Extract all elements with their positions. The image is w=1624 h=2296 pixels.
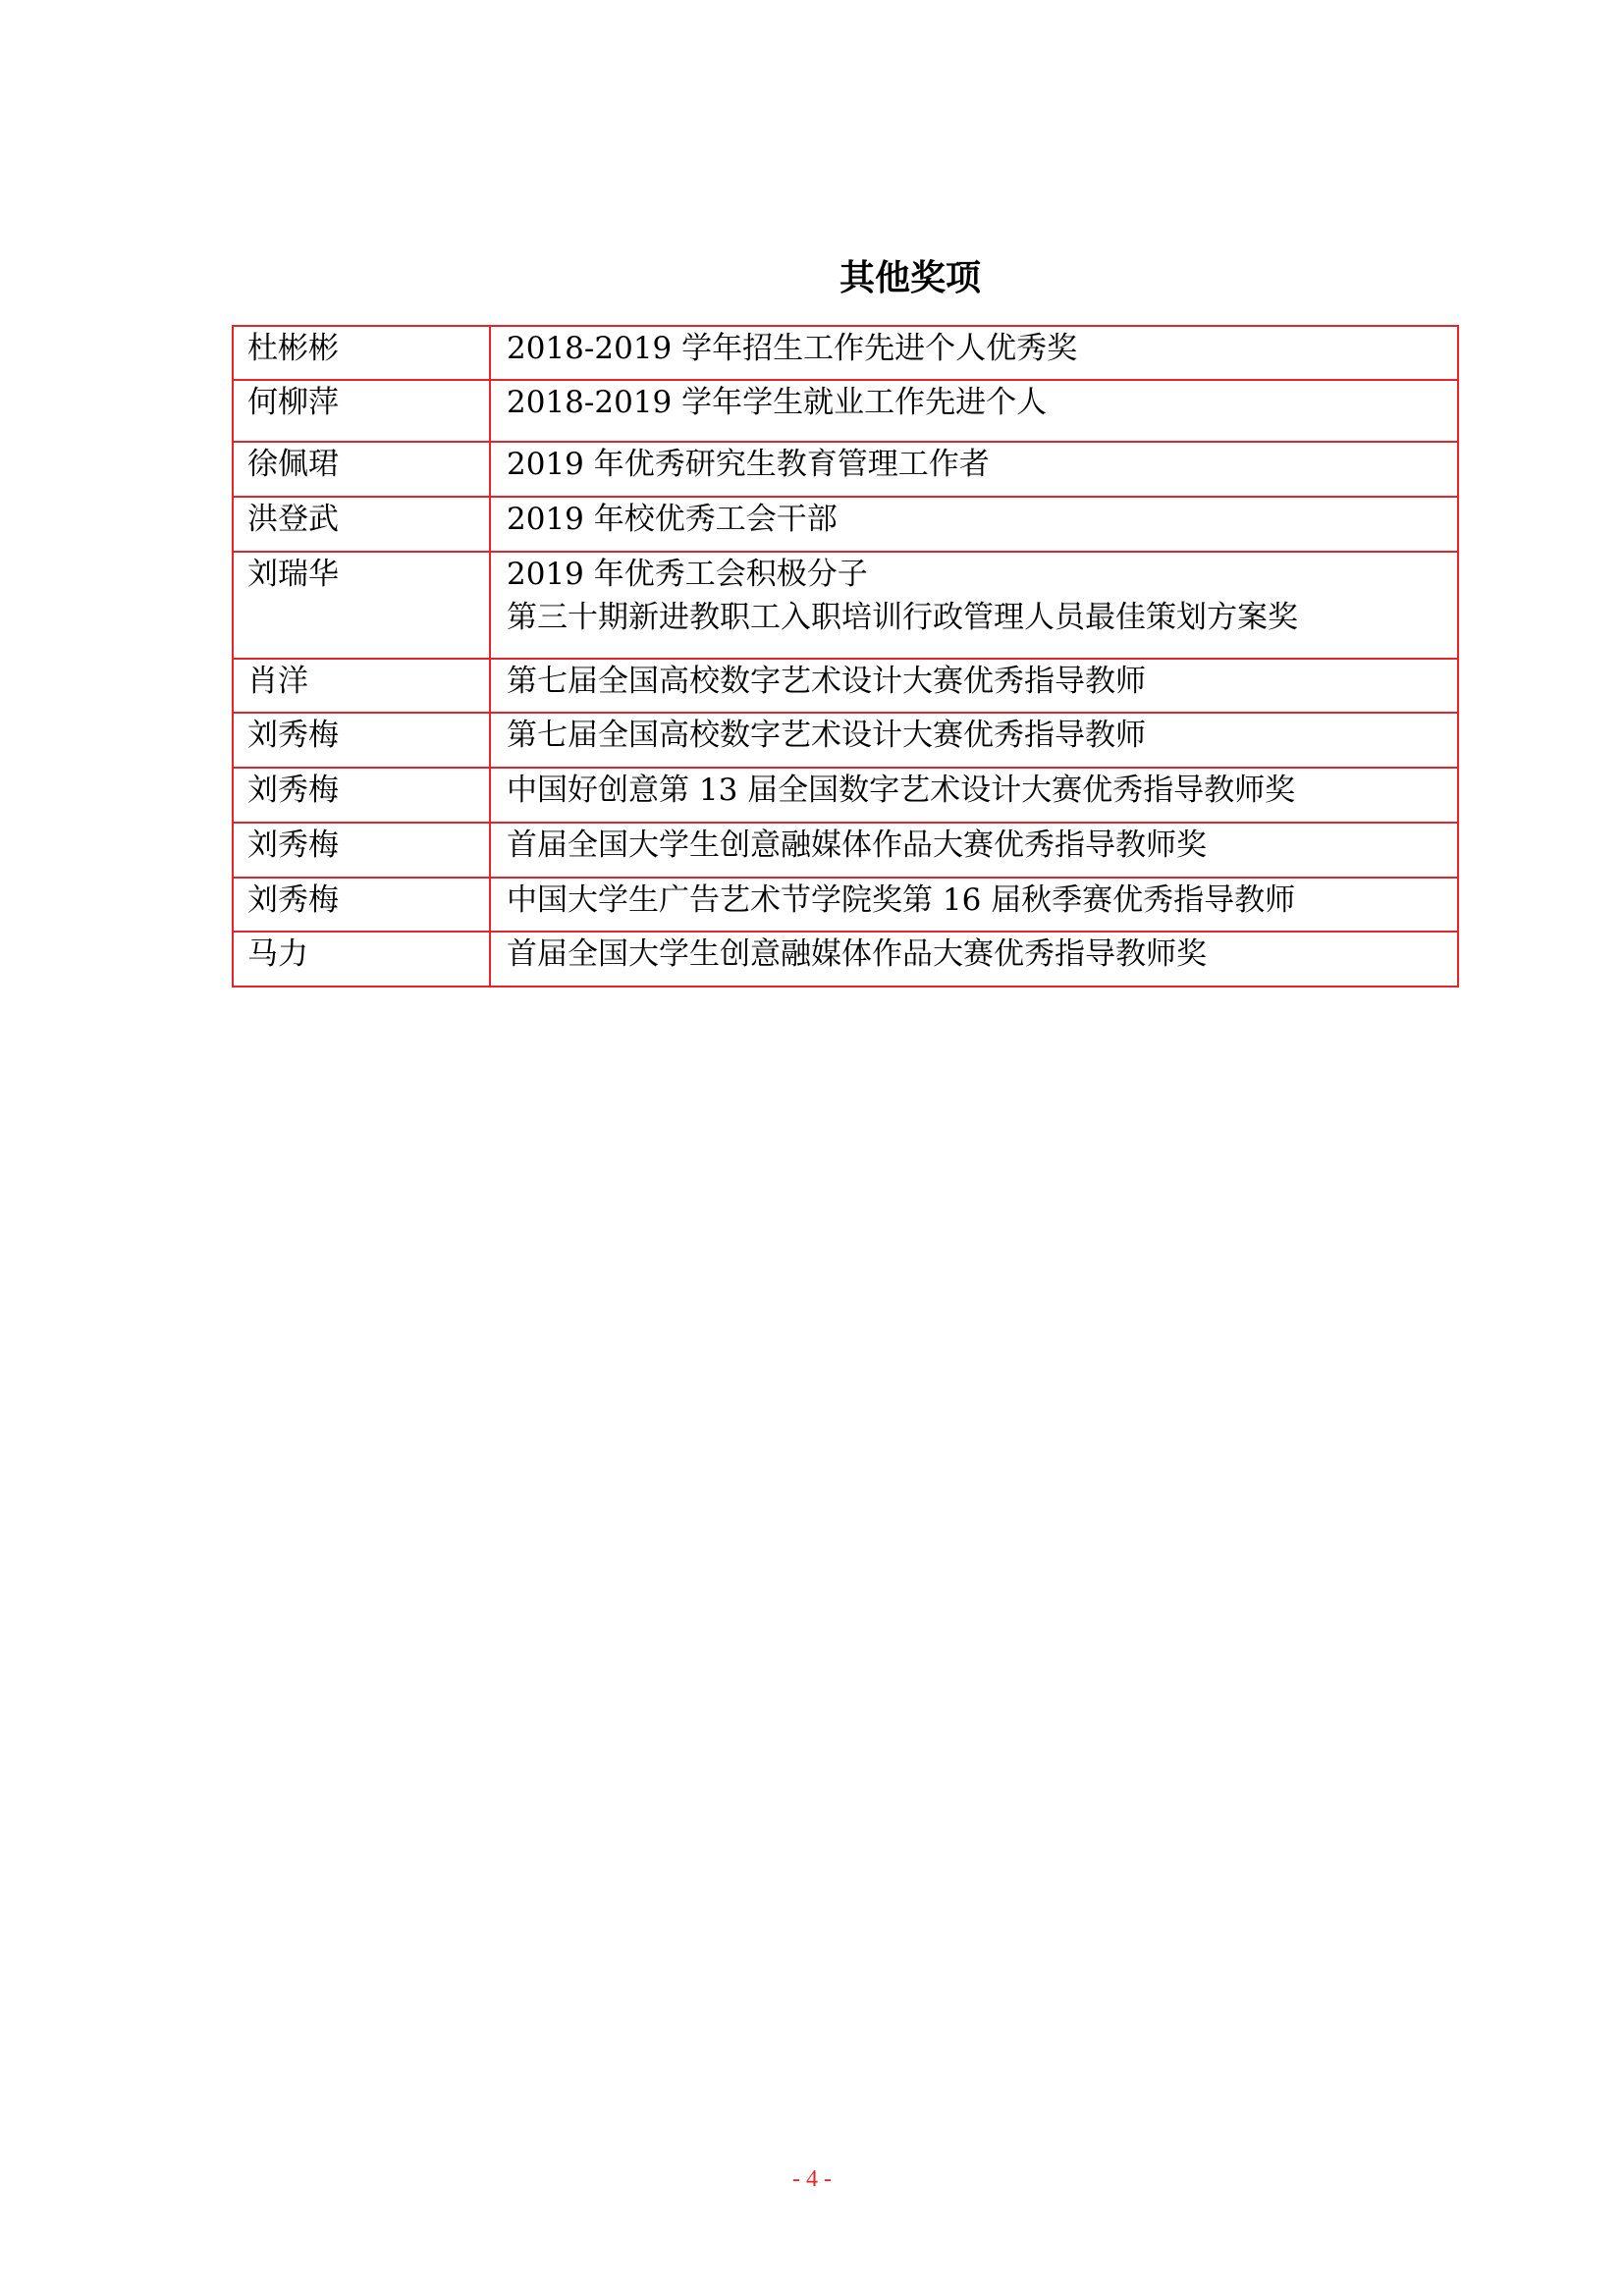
table-row — [233, 659, 1458, 713]
table-row — [233, 326, 1458, 380]
award-description — [490, 713, 1458, 768]
award-line: 中国大学生广告艺术节学院奖第 16 届秋季赛优秀指导教师 — [507, 882, 1296, 918]
recipient-name: 洪登武 — [233, 497, 490, 552]
award-line: 2018-2019 学年招生工作先进个人优秀奖 — [507, 331, 1078, 366]
table-row — [233, 768, 1458, 823]
award-line: 首届全国大学生创意融媒体作品大赛优秀指导教师奖 — [507, 828, 1207, 863]
table-row — [233, 823, 1458, 878]
table-row — [233, 878, 1458, 932]
award-description — [490, 768, 1458, 823]
table-row — [233, 442, 1458, 497]
award-line: 第七届全国高校数字艺术设计大赛优秀指导教师 — [507, 664, 1146, 699]
award-line: 2019 年优秀研究生教育管理工作者 — [507, 447, 990, 482]
recipient-name: 肖洋 — [233, 659, 490, 713]
recipient-name: 刘秀梅 — [233, 768, 490, 823]
award-description — [490, 659, 1458, 713]
table-row — [233, 380, 1458, 442]
award-description — [490, 552, 1458, 659]
recipient-name: 徐佩珺 — [233, 442, 490, 497]
recipient-name: 刘秀梅 — [233, 878, 490, 932]
award-line: 第三十期新进教职工入职培训行政管理人员最佳策划方案奖 — [507, 600, 1298, 635]
award-line: 2019 年优秀工会积极分子 — [507, 557, 868, 592]
award-line: 2018-2019 学年学生就业工作先进个人 — [507, 385, 1048, 420]
award-description — [490, 442, 1458, 497]
award-description — [490, 878, 1458, 932]
recipient-name: 杜彬彬 — [233, 326, 490, 380]
award-line: 第七届全国高校数字艺术设计大赛优秀指导教师 — [507, 718, 1146, 753]
awards-table — [232, 325, 1459, 988]
recipient-name: 刘秀梅 — [233, 713, 490, 768]
recipient-name: 马力 — [233, 932, 490, 987]
award-line: 中国好创意第 13 届全国数字艺术设计大赛优秀指导教师奖 — [507, 773, 1296, 808]
recipient-name: 刘秀梅 — [233, 823, 490, 878]
recipient-name: 何柳萍 — [233, 380, 490, 442]
award-line: 首届全国大学生创意融媒体作品大赛优秀指导教师奖 — [507, 936, 1207, 972]
award-description — [490, 380, 1458, 442]
award-description — [490, 932, 1458, 987]
table-row — [233, 552, 1458, 659]
table-row — [233, 497, 1458, 552]
award-line: 2019 年校优秀工会干部 — [507, 502, 838, 537]
page-title: 其他奖项 — [839, 258, 981, 298]
award-description — [490, 823, 1458, 878]
page-number: - 4 - — [792, 2166, 832, 2192]
table-row — [233, 713, 1458, 768]
award-description — [490, 326, 1458, 380]
award-description — [490, 497, 1458, 552]
recipient-name: 刘瑞华 — [233, 552, 490, 659]
table-row — [233, 932, 1458, 987]
